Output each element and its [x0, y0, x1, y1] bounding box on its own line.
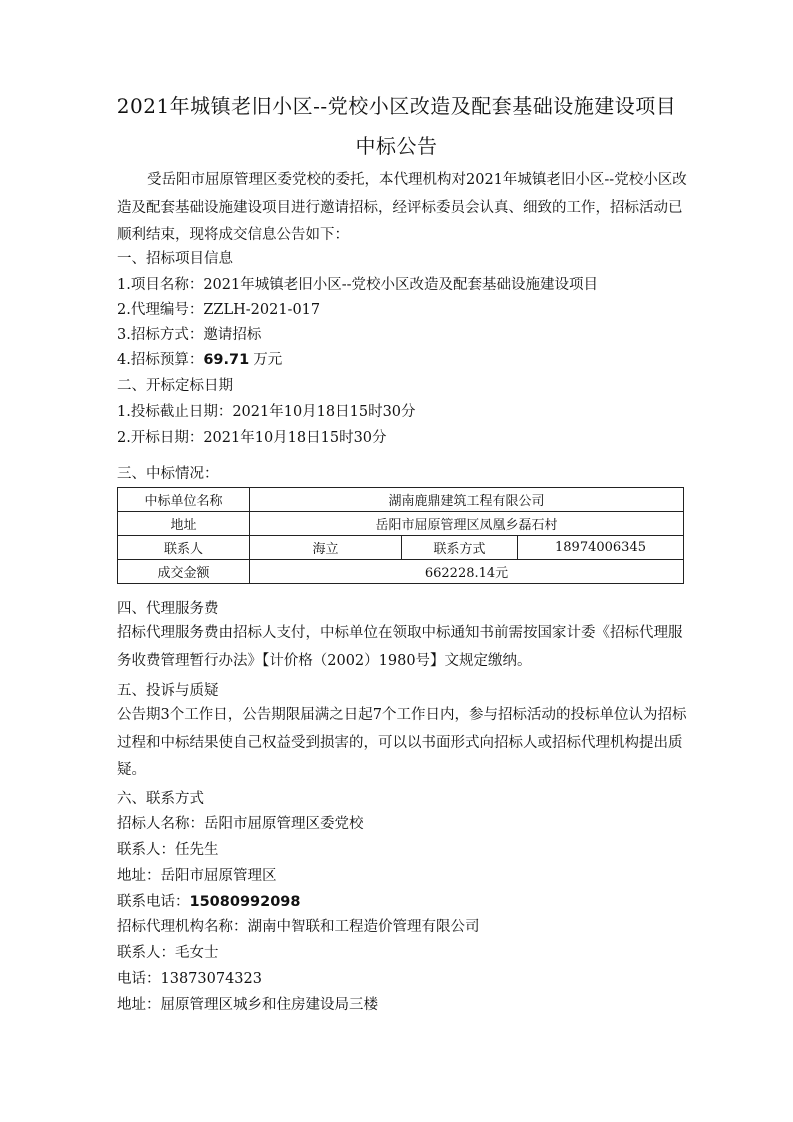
tenderer-address: 地址：岳阳市屈原管理区 — [117, 868, 277, 884]
table-cell-label: 联系方式 — [402, 536, 518, 560]
table-row — [118, 560, 684, 584]
table-cell-label: 中标单位名称 — [118, 488, 250, 512]
table-cell-value: 岳阳市屈原管理区凤凰乡磊石村 — [250, 512, 684, 536]
phone-label: 联系电话： — [117, 894, 190, 910]
table-cell-value: 湖南鹿鼎建筑工程有限公司 — [250, 488, 684, 512]
phone-value: 15080992098 — [189, 894, 301, 910]
table-cell-value: 18974006345 — [518, 536, 684, 560]
table-cell-label: 地址 — [118, 512, 250, 536]
agency-name: 招标代理机构名称：湖南中智联和工程造价管理有限公司 — [117, 919, 480, 935]
intro-paragraph: 受岳阳市屈原管理区委党校的委托，本代理机构对2021年城镇老旧小区--党校小区改造及配套基础设施建设项目进行邀请招标，经评标委员会认真、细致的工作，招标活动已顺利结束，现将成交信息公告如下： — [117, 172, 687, 243]
tenderer-contact: 联系人：任先生 — [117, 842, 219, 858]
tenderer-name: 招标人名称：岳阳市屈原管理区委党校 — [117, 816, 364, 832]
winning-bid-table — [117, 487, 684, 584]
table-cell-label: 联系人 — [118, 536, 250, 560]
table-cell-value: 海立 — [250, 536, 402, 560]
section-6-heading: 六、联系方式 — [117, 791, 204, 807]
section-1-heading: 一、招标项目信息 — [117, 251, 233, 267]
budget-unit: 万元 — [253, 352, 283, 368]
project-name: 1.项目名称：2021年城镇老旧小区--党校小区改造及配套基础设施建设项目 — [117, 277, 599, 293]
tender-method: 3.招标方式：邀请招标 — [117, 327, 262, 343]
section-3-heading: 三、中标情况： — [117, 466, 219, 482]
table-row — [118, 488, 684, 512]
agency-code: 2.代理编号：ZZLH-2021-017 — [117, 302, 321, 318]
bid-open-date: 2.开标日期：2021年10月18日15时30分 — [117, 430, 387, 446]
section-2-heading: 二、开标定标日期 — [117, 378, 233, 394]
table-cell-value: 662228.14元 — [250, 560, 684, 584]
bid-deadline: 1.投标截止日期：2021年10月18日15时30分 — [117, 404, 416, 420]
budget-label: 4.招标预算： — [117, 352, 204, 368]
budget-value: 69.71 — [203, 352, 250, 368]
section-4-heading: 四、代理服务费 — [117, 601, 219, 617]
title-line-2: 中标公告 — [355, 134, 438, 158]
agency-phone: 电话：13873074323 — [117, 971, 262, 987]
agency-address: 地址：屈原管理区城乡和住房建设局三楼 — [117, 997, 378, 1013]
table-cell-label: 成交金额 — [118, 560, 250, 584]
complaint-text: 公告期3个工作日，公告期限届满之日起7个工作日内，参与招标活动的投标单位认为招标过程和中标结果使自己权益受到损害的，可以以书面形式向招标人或招标代理机构提出质疑。 — [117, 707, 687, 778]
agency-fee-text: 招标代理服务费由招标人支付，中标单位在领取中标通知书前需按国家计委《招标代理服务收费管理暂行办法》【计价格（2002）1980号】文规定缴纳。 — [117, 625, 683, 669]
tenderer-phone — [117, 890, 300, 911]
table-row — [118, 512, 684, 536]
agency-contact: 联系人：毛女士 — [117, 945, 219, 961]
tender-budget — [117, 348, 282, 369]
section-5-heading: 五、投诉与质疑 — [117, 683, 219, 699]
table-row — [118, 536, 684, 560]
title-line-1: 2021年城镇老旧小区--党校小区改造及配套基础设施建设项目 — [116, 94, 677, 118]
